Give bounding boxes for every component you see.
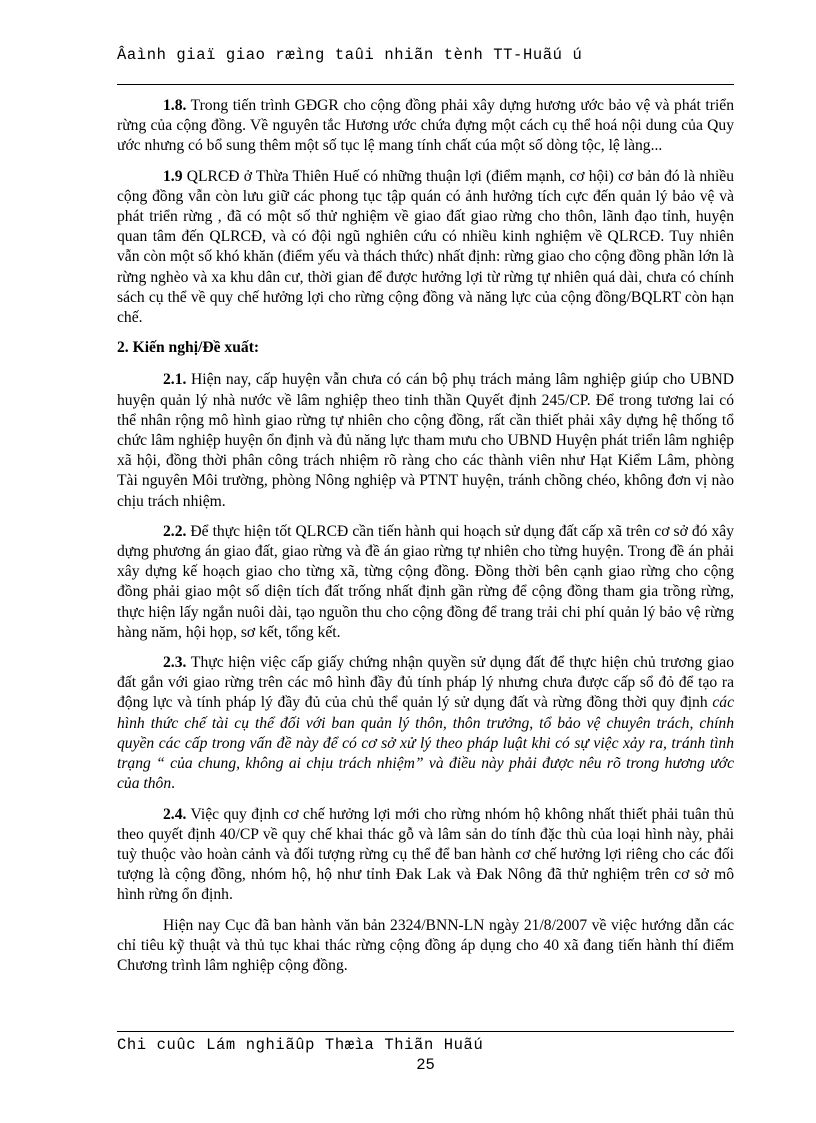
paragraph-number: 2.3. [163, 654, 187, 672]
paragraph-tail: . [171, 775, 176, 793]
paragraph-1-9 [117, 167, 734, 329]
document-body [117, 96, 734, 976]
header-rule [117, 84, 734, 85]
section-heading: 2. Kiến nghị/Đề xuất: [117, 339, 260, 357]
paragraph-number: 2.4. [163, 805, 187, 823]
paragraph-text: Thực hiện việc cấp giấy chứng nhận quyền sử dụng đất để thực hiện chủ trương giao đất gắn với giao rừng trên các mô hình đầy đủ tính pháp lý nhưng chưa được cấp sổ đỏ để tạo ra động lực và tính pháp lý đầy đủ của chủ thể quản lý sử dụng đất và rừng đồng thời quy định [117, 654, 734, 712]
page-footer-title: Chi cuûc Lám nghiãûp Thæìa Thiãn Huãú [117, 1036, 484, 1054]
paragraph-text: Hiện nay, cấp huyện vẫn chưa có cán bộ phụ trách mảng lâm nghiệp giúp cho UBND huyện quản lý nhà nước về lâm nghiệp theo tinh thần Quyết định 245/CP. Để trong tương lai có thể nhân rộng mô hình giao rừng tự nhiên cho cộng đồng, rất cần thiết phải xây dựng hệ thống tổ chức lâm nghiệp huyện ổn định và đủ năng lực tham mưu cho UBND Huyện phát triển lâm nghiệp xã hội, đồng thời phân công trách nhiệm rõ ràng cho các thành viên như Hạt Kiểm Lâm, phòng Tài nguyên Môi trường, phòng Nông nghiệp và PTNT huyện, tránh chồng chéo, không đơn vị nào chịu trách nhiệm. [117, 371, 734, 510]
paragraph-text: QLRCĐ ở Thừa Thiên Huế có những thuận lợi (điểm mạnh, cơ hội) cơ bản đó là nhiều cộng đồng vẫn còn lưu giữ các phong tục tập quán có ảnh hưởng tích cực đến quản lý bảo vệ và phát triển rừng , đã có một số thử nghiệm về giao đất giao rừng cho thôn, lãnh đạo tỉnh, huyện quan tâm đến QLRCĐ, và có đội ngũ nghiên cứu có nhiều kinh nghiệm về QLRCĐ. Tuy nhiên vẫn còn một số khó khăn (điểm yếu và thách thức) nhất định: rừng giao cho cộng đồng phần lớn là rừng nghèo và xa khu dân cư, thời gian để được hưởng lợi từ rừng tự nhiên quá dài, chưa có chính sách cụ thể về quy chế hưởng lợi cho rừng cộng đồng và năng lực của cộng đồng/BQLRT còn hạn chế. [117, 167, 734, 327]
paragraph-italic-text: các hình thức chế tài cụ thể đối với ban quản lý thôn, thôn trưởng, tổ bảo vệ chuyên trách, chính quyền các cấp trong vấn đề này để có cơ sở xử lý theo pháp luật khi có sự việc xảy ra, tránh tình trạng “ của chung, không ai chịu trách nhiệm” và điều này phải được nêu rõ trong hương ước của thôn [117, 694, 734, 793]
paragraph-number: 2.1. [163, 371, 187, 389]
paragraph-text: Để thực hiện tốt QLRCĐ cần tiến hành qui hoạch sử dụng đất cấp xã trên cơ sở đó xây dựng phương án giao đất, giao rừng và đề án giao rừng tự nhiên cho từng huyện. Trong đề án phải xây dựng kế hoạch giao cho từng xã, từng cộng đồng. Đồng thời bên cạnh giao rừng cho cộng đồng phải giao một số diện tích đất trống nhất định gần rừng để cộng đồng tham gia trồng rừng, thực hiện lấy ngắn nuôi dài, tạo nguồn thu cho cộng đồng để trang trải chi phí quản lý bảo vệ rừng hàng năm, hội họp, sơ kết, tổng kết. [117, 522, 734, 641]
footer-rule [117, 1031, 734, 1032]
paragraph-number: 1.9 [163, 167, 183, 185]
paragraph-number: 1.8. [163, 97, 187, 114]
paragraph-number: 2.2. [163, 522, 187, 540]
page-header-title: Âaình giaï giao ræìng taûi nhiãn tènh TT-Huãú ú [117, 46, 583, 64]
paragraph-text: Việc quy định cơ chế hưởng lợi mới cho rừng nhóm hộ không nhất thiết phải tuân thủ theo quyết định 40/CP về quy chế khai thác gỗ và lâm sản do tính đặc thù của loại hình này, phải tuỳ thuộc vào hoàn cảnh và đối tượng rừng cụ thể để ban hành cơ chế hưởng lợi riêng cho các đối tượng là cộng đồng, nhóm hộ, hộ như tỉnh Đak Lak và Đak Nông đã thử nghiệm trên cơ sở mô hình rừng ổn định. [117, 805, 734, 904]
page-number: 25 [416, 1056, 435, 1074]
recommendation-2-2 [117, 522, 734, 643]
recommendation-2-4 [117, 805, 734, 906]
paragraph-1-8 [117, 96, 734, 157]
paragraph-text: Trong tiến trình GĐGR cho cộng đồng phải xây dựng hương ước bảo vệ và phát triển rừng của cộng đồng. Về nguyên tắc Hương ước chứa đựng một cách cụ thể hoá nội dung của Quy ước nhưng có bổ sung thêm một số tục lệ mang tính chất cúa một số dòng tộc, lệ làng... [117, 97, 734, 155]
closing-paragraph: Hiện nay Cục đã ban hành văn bản 2324/BNN-LN ngày 21/8/2007 về việc hướng dẫn các chỉ tiêu kỹ thuật và thủ tục khai thác rừng cộng đồng áp dụng cho 40 xã đang tiến hành thí điểm Chương trình lâm nghiệp cộng đồng. [117, 916, 734, 974]
recommendation-2-3 [117, 653, 734, 794]
recommendation-2-1 [117, 370, 734, 511]
